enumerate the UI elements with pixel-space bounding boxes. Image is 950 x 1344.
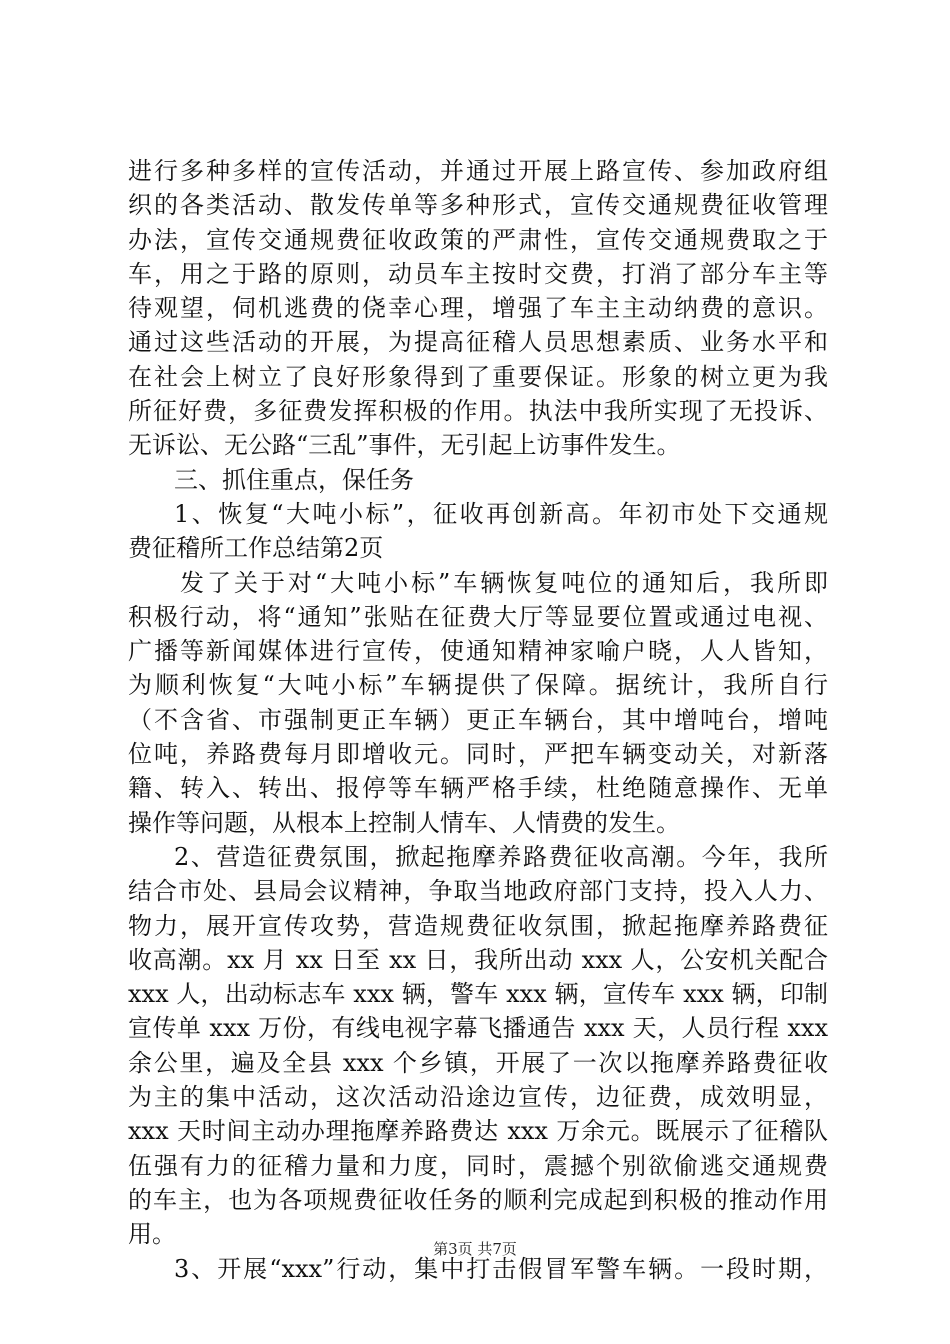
text-line: 发了关于对“大吨小标”车辆恢复吨位的通知后，我所即 bbox=[180, 568, 828, 597]
text-line: 位吨，养路费每月即增收元。同时，严把车辆变动关，对新落 bbox=[128, 740, 828, 769]
text-line: 籍、转入、转出、报停等车辆严格手续，杜绝随意操作、无单 bbox=[128, 774, 828, 803]
page-footer: 第3页 共7页 bbox=[433, 1240, 517, 1258]
text-line: 无诉讼、无公路“三乱”事件，无引起上访事件发生。 bbox=[128, 431, 681, 460]
text-line: 进行多种多样的宣传活动，并通过开展上路宣传、参加政府组 bbox=[128, 157, 828, 185]
text-line: 三、抓住重点，保任务 bbox=[174, 465, 414, 494]
text-line: 为主的集中活动，这次活动沿途边宣传，边征费，成效明显， bbox=[128, 1083, 828, 1112]
text-line: 1、恢复“大吨小标”，征收再创新高。年初市处下交通规 bbox=[174, 499, 828, 528]
text-line: 为顺利恢复“大吨小标”车辆提供了保障。据统计，我所自行 bbox=[128, 671, 828, 700]
text-line: 的车主，也为各项规费征收任务的顺利完成起到积极的推动作用 bbox=[128, 1185, 828, 1214]
document-body bbox=[128, 154, 828, 1286]
text-line: 办法，宣传交通规费征收政策的严肃性，宣传交通规费取之于 bbox=[128, 225, 828, 254]
text-line: 结合市处、县局会议精神，争取当地政府部门支持，投入人力、 bbox=[128, 877, 828, 906]
text-line: xxx 天时间主动办理拖摩养路费达 xxx 万余元。既展示了征稽队 bbox=[128, 1117, 828, 1146]
text-line: 在社会上树立了良好形象得到了重要保证。形象的树立更为我 bbox=[128, 362, 828, 391]
text-line: xxx 人，出动标志车 xxx 辆，警车 xxx 辆，宣传车 xxx 辆，印制 bbox=[128, 980, 828, 1009]
text-line: 物力，展开宣传攻势，营造规费征收氛围，掀起拖摩养路费征 bbox=[128, 911, 828, 940]
text-line: 用。 bbox=[128, 1220, 176, 1249]
text-line: 2、营造征费氛围，掀起拖摩养路费征收高潮。今年，我所 bbox=[174, 842, 828, 871]
text-line: 3、开展“xxx”行动，集中打击假冒军警车辆。一段时期， bbox=[174, 1254, 828, 1283]
text-line: 宣传单 xxx 万份，有线电视字幕飞播通告 xxx 天，人员行程 xxx bbox=[128, 1014, 828, 1043]
text-line: 待观望，伺机逃费的侥幸心理，增强了车主主动纳费的意识。 bbox=[128, 294, 828, 323]
text-line: 所征好费，多征费发挥积极的作用。执法中我所实现了无投诉、 bbox=[128, 397, 828, 426]
text-line: 操作等问题，从根本上控制人情车、人情费的发生。 bbox=[128, 808, 680, 837]
text-line: （不含省、市强制更正车辆）更正车辆台，其中增吨台，增吨 bbox=[128, 705, 828, 734]
text-line: 广播等新闻媒体进行宣传，使通知精神家喻户晓，人人皆知， bbox=[128, 637, 828, 666]
text-line: 织的各类活动、散发传单等多种形式，宣传交通规费征收管理 bbox=[128, 191, 828, 220]
text-line: 余公里，遍及全县 xxx 个乡镇，开展了一次以拖摩养路费征收 bbox=[128, 1048, 828, 1077]
text-line: 伍强有力的征稽力量和力度，同时，震撼个别欲偷逃交通规费 bbox=[128, 1151, 828, 1180]
text-line: 通过这些活动的开展，为提高征稽人员思想素质、业务水平和 bbox=[128, 328, 828, 357]
text-line: 车，用之于路的原则，动员车主按时交费，打消了部分车主等 bbox=[128, 259, 828, 288]
text-line: 收高潮。xx 月 xx 日至 xx 日，我所出动 xxx 人，公安机关配合 bbox=[128, 945, 828, 974]
text-line: 积极行动，将“通知”张贴在征费大厅等显要位置或通过电视、 bbox=[128, 602, 828, 631]
text-line: 费征稽所工作总结第2页 bbox=[128, 534, 384, 563]
